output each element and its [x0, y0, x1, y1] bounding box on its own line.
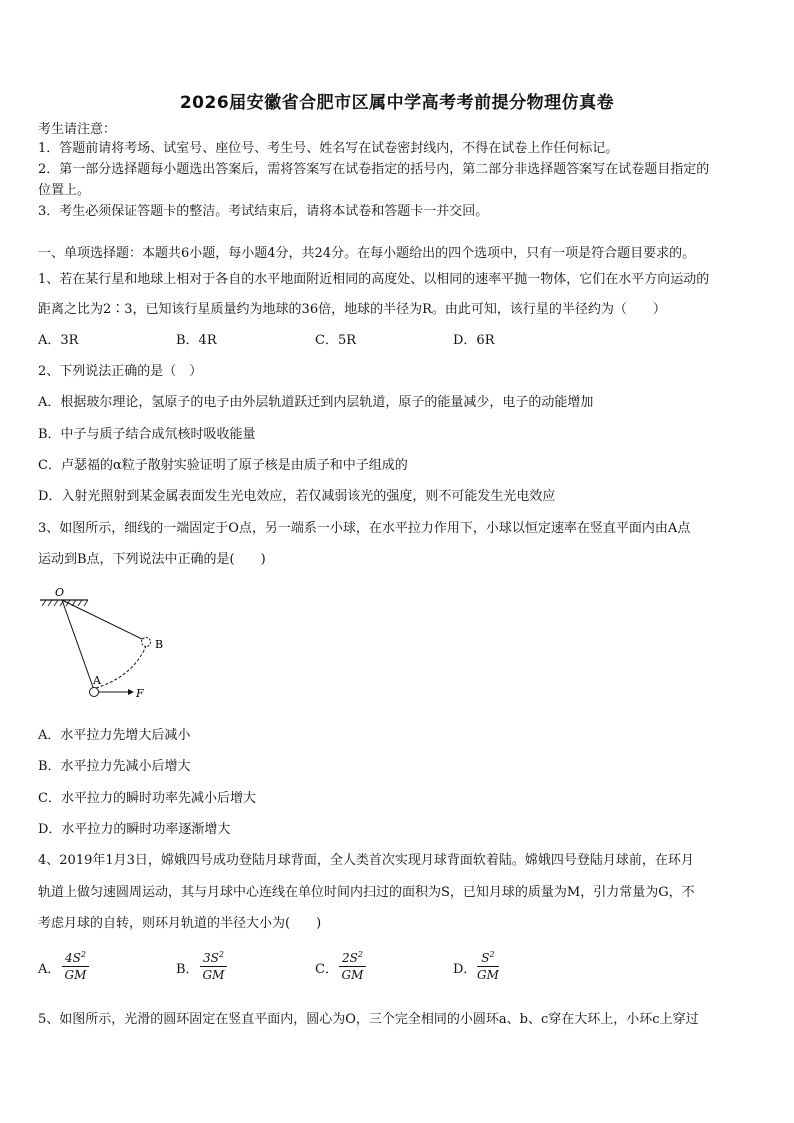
- q2-option-d: D．入射光照射到某金属表面发生光电效应，若仅减弱该光的强度，则不可能发生光电效应: [38, 489, 556, 504]
- q4-option-d-fraction: [477, 950, 499, 982]
- q5-stem-line-1: 5、如图所示，光滑的圆环固定在竖直平面内，圆心为O，三个完全相同的小圆环a、b、c穿在大环上，小环c上穿过: [38, 1012, 699, 1027]
- q2-option-c: C．卢瑟福的α粒子散射实验证明了原子核是由质子和中子组成的: [38, 458, 408, 473]
- q3-option-a: A．水平拉力先增大后减小: [38, 728, 191, 743]
- q4-option-c-denominator: GM: [341, 968, 364, 982]
- q4-option-a-fraction: [62, 950, 89, 982]
- q3-option-b: B．水平拉力先减小后增大: [38, 759, 191, 774]
- point-a-label: A: [93, 674, 101, 687]
- q2-option-a: A．根据玻尔理论，氢原子的电子由外层轨道跃迁到内层轨道，原子的能量减少，电子的动能增加: [38, 395, 594, 410]
- q4-option-d-numerator: S: [481, 951, 490, 965]
- motion-arc: [96, 644, 147, 688]
- point-o-label: O: [55, 586, 65, 599]
- q4-option-c-exponent: 2: [357, 950, 363, 959]
- q1-stem-line-1: 1、若在某行星和地球上相对于各自的水平地面附近相同的高度处、以相同的速率平抛一物体，它们在水平方向运动的: [38, 272, 710, 287]
- q3-option-d: D．水平拉力的瞬时功率逐渐增大: [38, 822, 231, 837]
- q4-option-c-numerator: 2S: [342, 951, 358, 965]
- q4-option-a-letter: A．: [38, 962, 61, 977]
- notice-line-1: 1．答题前请将考场、试室号、座位号、考生号、姓名写在试卷密封线内，不得在试卷上作任何标记。: [38, 141, 619, 156]
- q1-option-a: A．3R: [38, 333, 79, 348]
- q3-stem-line-1: 3、如图所示，细线的一端固定于O点，另一端系一小球，在水平拉力作用下，小球以恒定速率在竖直平面内由A点: [38, 521, 691, 536]
- section-heading: 一、单项选择题：本题共6小题，每小题4分，共24分。在每小题给出的四个选项中，只有一项是符合题目要求的。: [38, 246, 696, 261]
- q1-option-c: C．5R: [315, 333, 357, 348]
- page-title: 2026届安徽省合肥市区属中学高考考前提分物理仿真卷: [179, 93, 615, 113]
- notice-line-3: 位置上。: [38, 183, 91, 198]
- force-arrowhead: [128, 689, 134, 695]
- q4-stem-line-1: 4、2019年1月3日，嫦娥四号成功登陆月球背面，全人类首次实现月球背面软着陆。嫦娥四号登陆月球前，在环月: [38, 853, 694, 868]
- q4-stem-line-2: 轨道上做匀速圆周运动，其与月球中心连线在单位时间内扫过的面积为S，已知月球的质量为M，引力常量为G，不: [38, 885, 695, 900]
- point-b-label: B: [155, 638, 164, 651]
- q1-option-d: D．6R: [453, 333, 495, 348]
- ball-b: [142, 638, 151, 647]
- q4-option-b-exponent: 2: [218, 950, 224, 959]
- q1-stem-line-2: 距离之比为2∶3，已知该行星质量约为地球的36倍，地球的半径为R。由此可知，该行星的半径约为（ ）: [38, 302, 666, 317]
- notice-line-2: 2．第一部分选择题每小题选出答案后，需将答案写在试卷指定的括号内，第二部分非选择题答案写在试卷题目指定的: [38, 162, 710, 177]
- q4-option-a-denominator: GM: [64, 968, 87, 982]
- q2-stem: 2、下列说法正确的是（ ）: [38, 364, 203, 379]
- q4-option-d-letter: D．: [453, 962, 477, 977]
- q1-option-b: B．4R: [176, 333, 217, 348]
- force-f-label: F: [136, 687, 144, 700]
- q4-option-c-fraction: [339, 950, 366, 982]
- q4-stem-line-3: 考虑月球的自转，则环月轨道的半径大小为( ): [38, 916, 322, 931]
- q4-option-b-letter: B．: [176, 962, 199, 977]
- q4-option-b-numerator: 3S: [203, 951, 219, 965]
- q2-option-b: B．中子与质子结合成氘核时吸收能量: [38, 427, 256, 442]
- q4-option-a-exponent: 2: [80, 950, 86, 959]
- notice-line-4: 3．考生必须保证答题卡的整洁。考试结束后，请将本试卷和答题卡一并交回。: [38, 204, 489, 219]
- pendulum-figure: [36, 584, 186, 704]
- q4-option-d-exponent: 2: [489, 950, 495, 959]
- q3-stem-line-2: 运动到B点，下列说法中正确的是( ): [38, 552, 266, 567]
- q4-option-a-numerator: 4S: [65, 951, 81, 965]
- q4-option-b-denominator: GM: [202, 968, 225, 982]
- ceiling-hatching: [42, 600, 88, 606]
- q3-option-c: C．水平拉力的瞬时功率先减小后增大: [38, 791, 256, 806]
- ball-a: [90, 688, 99, 697]
- q4-option-c-letter: C．: [315, 962, 338, 977]
- q4-option-b-fraction: [200, 950, 227, 982]
- q4-option-d-denominator: GM: [477, 968, 499, 982]
- notice-heading: 考生请注意：: [38, 122, 117, 137]
